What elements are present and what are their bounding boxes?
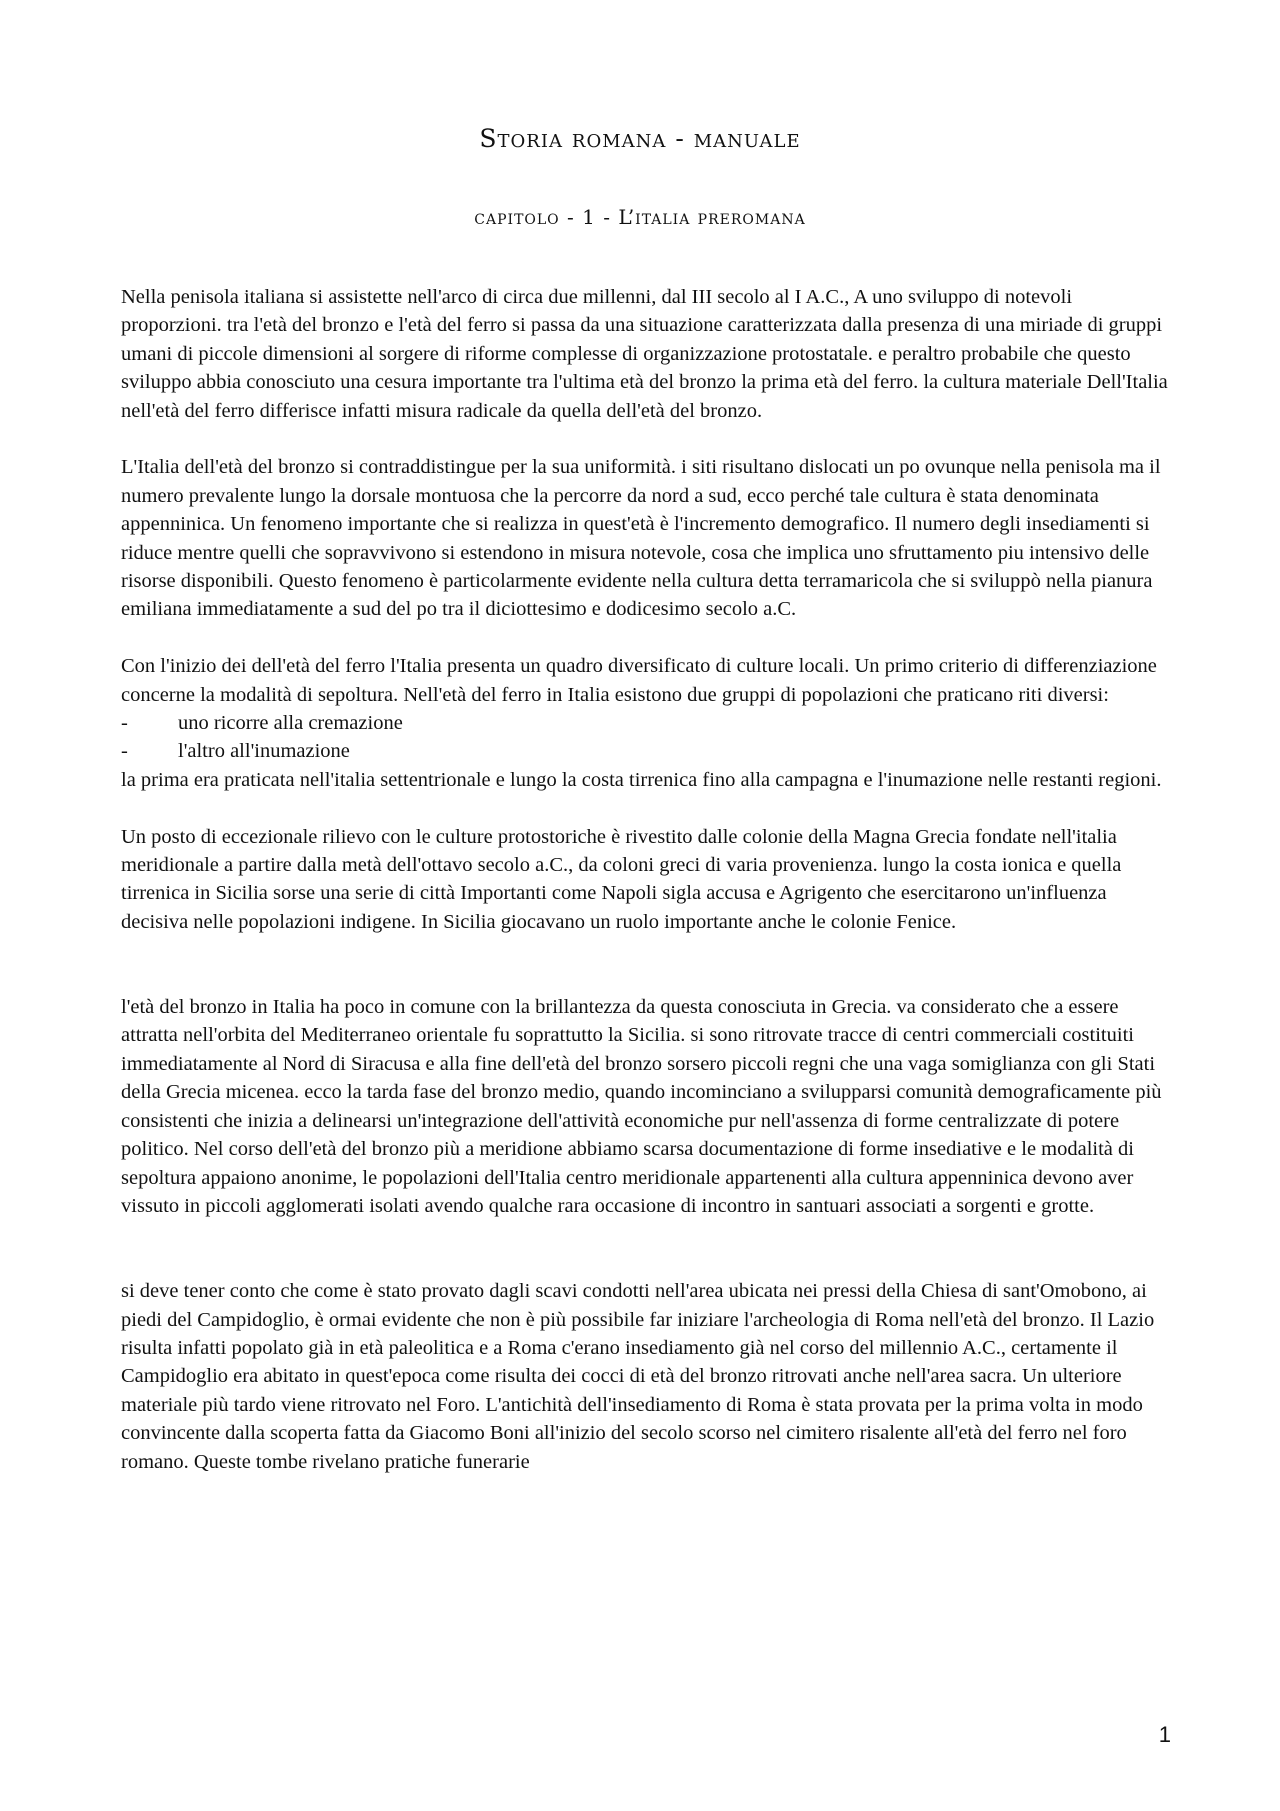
page-number: 1 <box>1158 1722 1171 1747</box>
list-item <box>121 709 1173 737</box>
list-item-text: uno ricorre alla cremazione <box>178 712 403 735</box>
paragraph-2: L'Italia dell'età del bronzo si contraddistingue per la sua uniformità. i siti risultano dislocati un po ovunque nella penisola ma il numero prevalente lungo la dorsale montuosa che la percorre da nord a sud, ecco perché tale cultura è stata denominata appenninica. Un fenomeno importante che si realizza in quest'età è l'incremento demografico. Il numero degli insediamenti si riduce mentre quelli che sopravvivono si estendono in misura notevole, cosa che implica uno sfruttamento piu intensivo delle risorse disponibili. Questo fenomeno è particolarmente evidente nella cultura detta terramaricola che si sviluppò nella pianura emiliana immediatamente a sud del po tra il diciottesimo e dodicesimo secolo a.C. <box>121 456 1161 621</box>
paragraph-3: Con l'inizio dei dell'età del ferro l'Italia presenta un quadro diversificato di culture locali. Un primo criterio di differenziazione concerne la modalità di sepoltura. Nell'età del ferro in Italia esistono due gruppi di popolazioni che praticano riti diversi: <box>121 655 1157 706</box>
list-item <box>121 737 1173 765</box>
spacer <box>121 965 1173 993</box>
document-body <box>121 283 1173 1504</box>
chapter-title: capitolo - 1 - L’italia preromana <box>474 205 806 229</box>
document-title: Storia romana - manuale <box>479 124 801 153</box>
paragraph-4: Un posto di eccezionale rilievo con le culture protostoriche è rivestito dalle colonie della Magna Grecia fondate nell'italia meridionale a partire dalla metà dell'ottavo secolo a.C., da coloni greci di varia provenienza. lungo la costa ionica e quella tirrenica in Sicilia sorse una serie di città Importanti come Napoli sigla accusa e Agrigento che esercitarono un'influenza decisiva nelle popolazioni indigene. In Sicilia giocavano un ruolo importante anche le colonie Fenice. <box>121 825 1122 933</box>
paragraph-5: l'età del bronzo in Italia ha poco in comune con la brillantezza da questa conosciuta in Grecia. va considerato che a essere attratta nell'orbita del Mediterraneo orientale fu soprattutto la Sicilia. si sono ritrovate tracce di centri commerciali costituiti immediatamente al Nord di Siracusa e alla fine dell'età del bronzo sorsero piccoli regni che una vaga somiglianza con gli Stati della Grecia micenea. ecco la tarda fase del bronzo medio, quando incominciano a svilupparsi comunità demograficamente più consistenti che inizia a delinearsi un'integrazione dell'attività economiche pur nell'assenza di forme centralizzate di potere politico. Nel corso dell'età del bronzo più a meridione abbiamo scarsa documentazione di forme insediative e le modalità di sepoltura appaiono anonime, le popolazioni dell'Italia centro meridionale appartenenti alla cultura appenninica devono aver vissuto in piccoli agglomerati isolati avendo qualche rara occasione di incontro in santuari associati a sorgenti e grotte. <box>121 996 1162 1217</box>
list-dash: - <box>121 740 128 763</box>
paragraph-1: Nella penisola italiana si assistette nell'arco di circa due millenni, dal III secolo al I A.C., A uno sviluppo di notevoli proporzioni. tra l'età del bronzo e l'età del ferro si passa da una situazione caratterizzata dalla presenza di una miriade di gruppi umani di piccole dimensioni al sorgere di riforme complesse di organizzazione protostatale. e peraltro probabile che questo sviluppo abbia conosciuto una cesura importante tra l'ultima età del bronzo la prima età del ferro. la cultura materiale Dell'Italia nell'età del ferro differisce infatti misura radicale da quella dell'età del bronzo. <box>121 286 1168 422</box>
paragraph-3-end: la prima era praticata nell'italia settentrionale e lungo la costa tirrenica fino alla campagna e l'inumazione nelle restanti regioni. <box>121 768 1162 791</box>
list-item-text: l'altro all'inumazione <box>178 740 350 763</box>
spacer <box>121 1249 1173 1277</box>
list-dash: - <box>121 712 128 735</box>
paragraph-6: si deve tener conto che come è stato provato dagli scavi condotti nell'area ubicata nei pressi della Chiesa di sant'Omobono, ai piedi del Campidoglio, è ormai evidente che non è più possibile far iniziare l'archeologia di Roma nell'età del bronzo. Il Lazio risulta infatti popolato già in età paleolitica e a Roma c'erano insediamento già nel corso del millennio A.C., certamente il Campidoglio era abitato in quest'epoca come risulta dei cocci di età del bronzo ritrovati anche nell'area sacra. Un ulteriore materiale più tardo viene ritrovato nel Foro. L'antichità dell'insediamento di Roma è stata provata per la prima volta in modo convincente dalla scoperta fatta da Giacomo Boni all'inizio del secolo scorso nel cimitero risalente all'età del ferro nel foro romano. Queste tombe rivelano pratiche funerarie <box>121 1280 1155 1473</box>
